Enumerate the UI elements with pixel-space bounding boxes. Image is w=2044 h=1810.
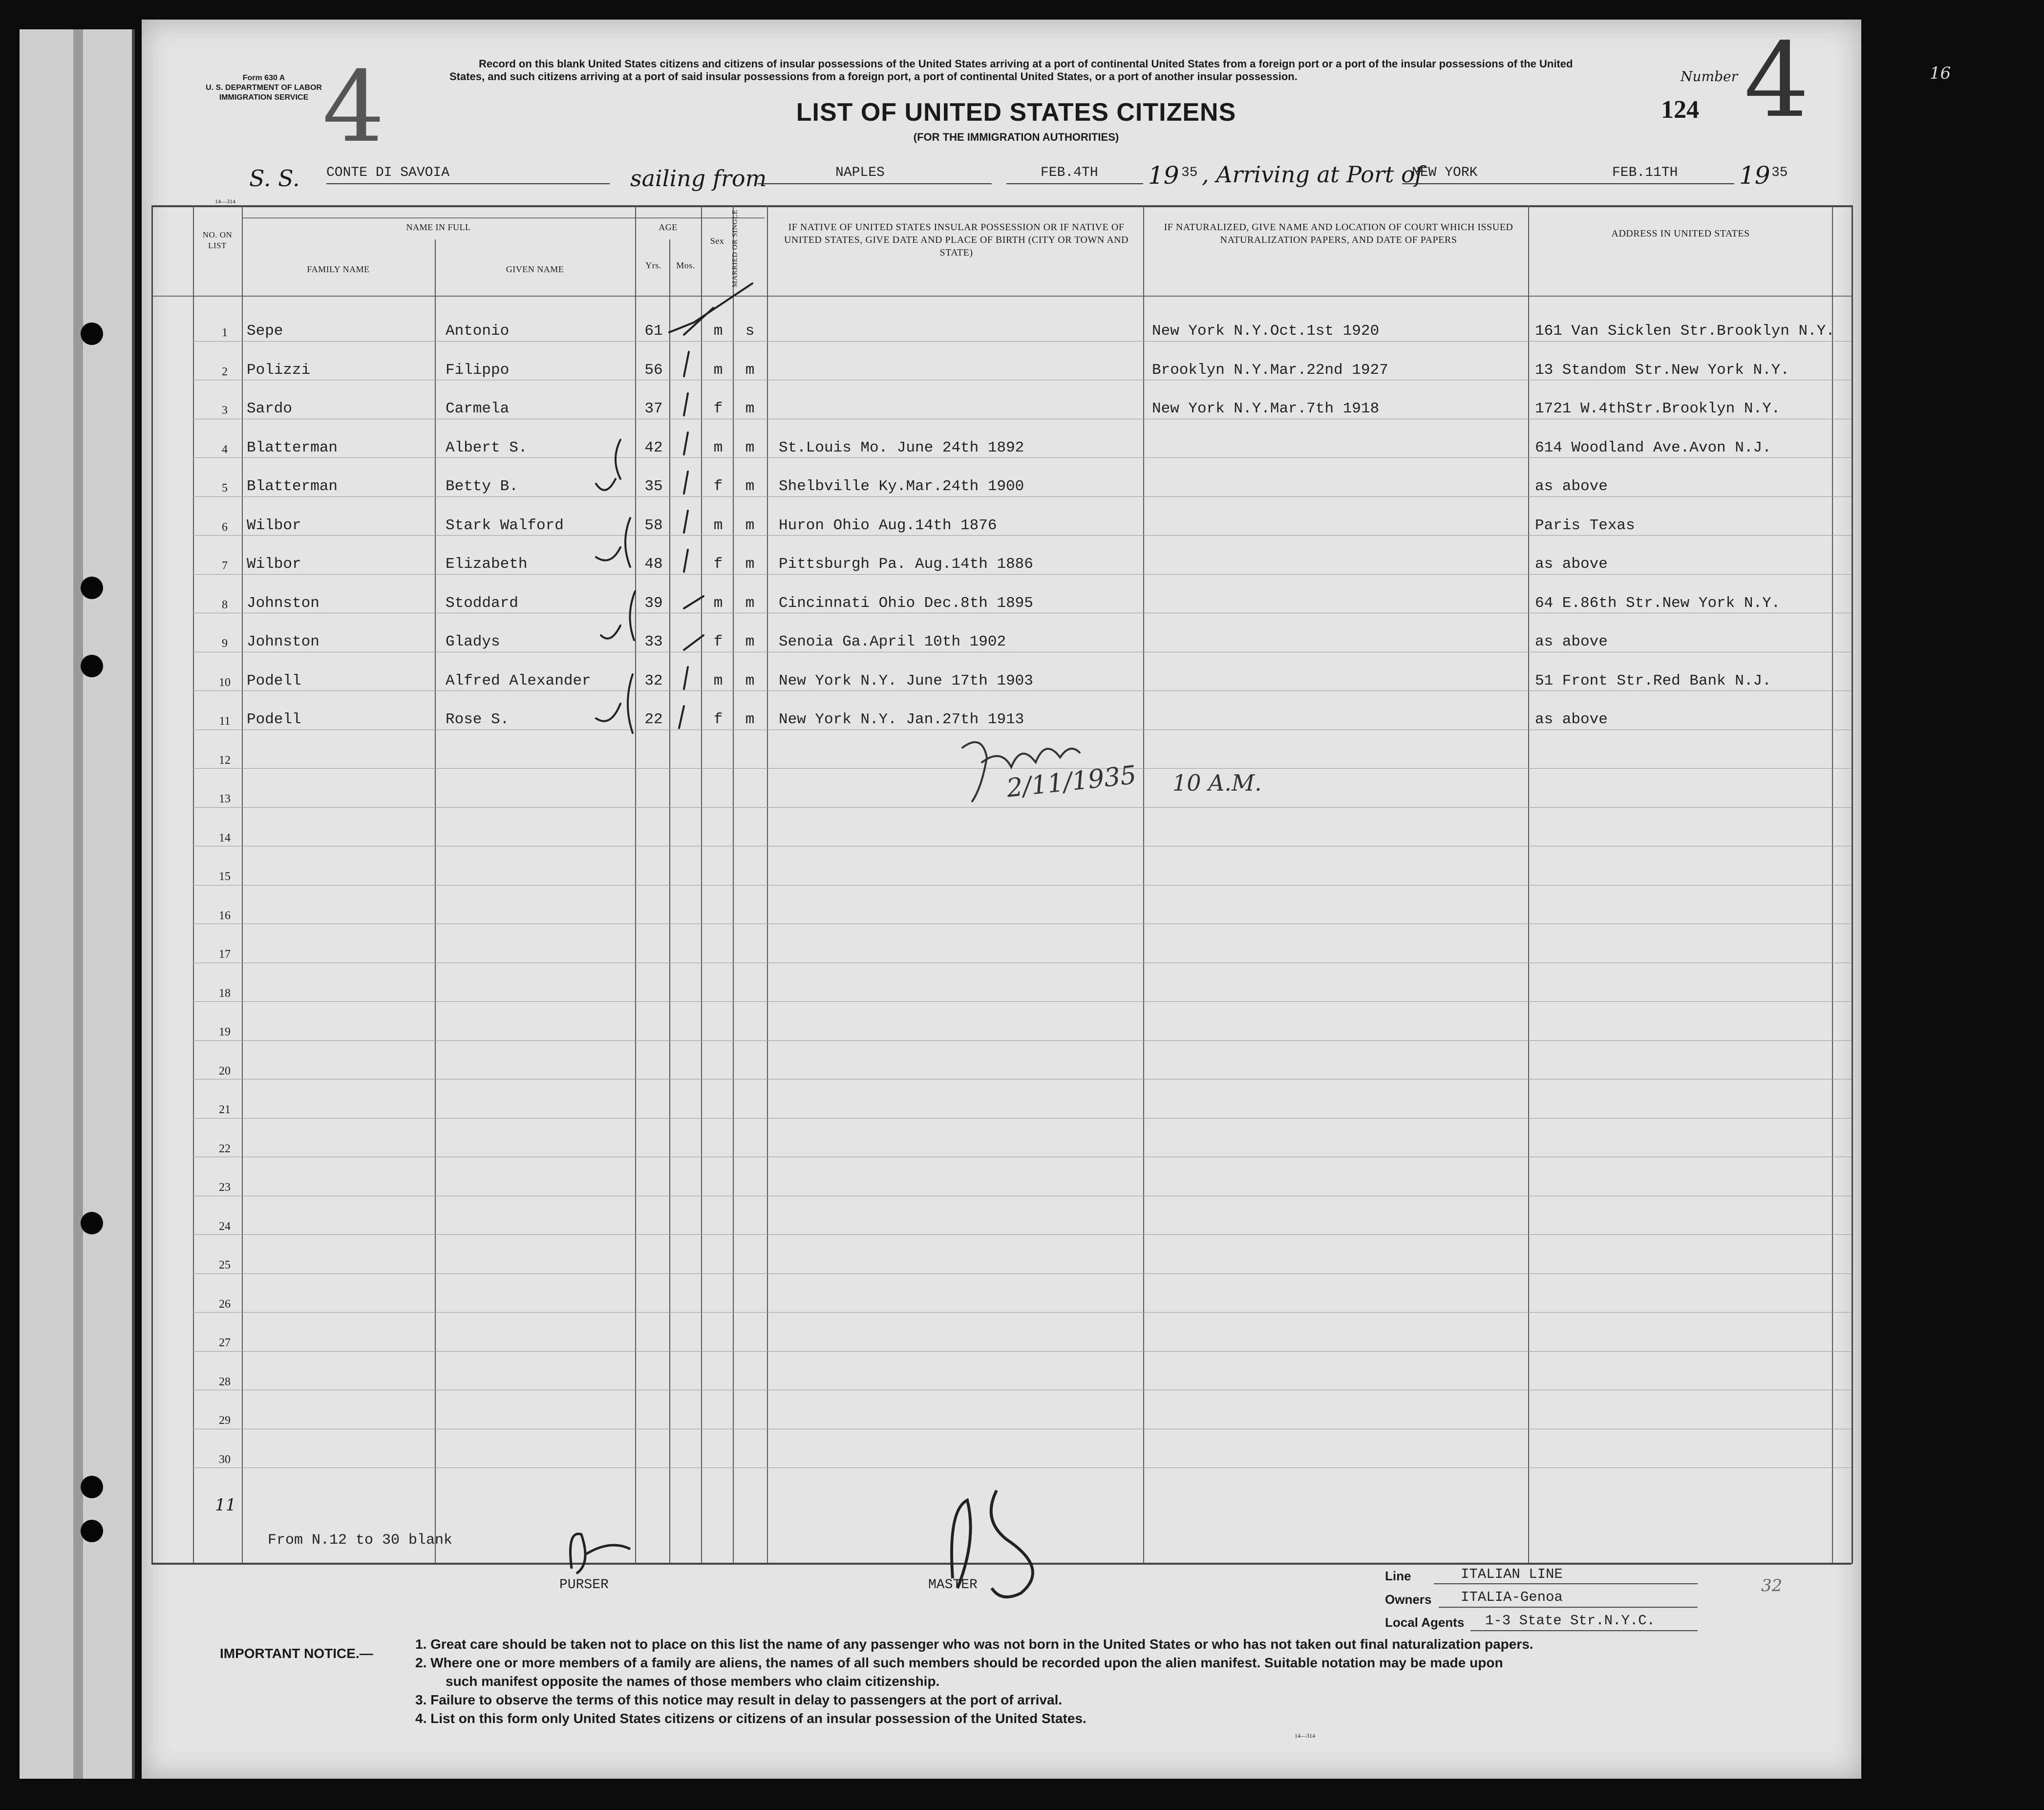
cell-family: Blatterman — [247, 478, 338, 495]
cell-naturalized: New York N.Y.Mar.7th 1918 — [1152, 400, 1380, 417]
port-underline — [757, 183, 992, 184]
notice-item: 1. Great care should be taken not to place on this list the name of any passenger who was not born in the United States or who has not taken out final naturalization papers. — [415, 1637, 1533, 1652]
cell-given: Albert S. — [446, 439, 528, 456]
cell-sex: m — [713, 517, 723, 534]
cell-ms: m — [745, 361, 755, 379]
row-number: 19 — [219, 1026, 231, 1038]
check-mark — [684, 308, 713, 335]
header-birth: IF NATIVE OF UNITED STATES INSULAR POSSESSION OR IF NATIVE OF UNITED STATES, GIVE DATE AND PLACE OF BIRTH (CITY OR TOWN AND STATE) — [784, 222, 1129, 258]
annotation-date: 2/11/1935 — [1005, 760, 1138, 803]
footer-count: 11 — [215, 1495, 236, 1515]
header-no-on-list: NO. ON LIST — [202, 230, 233, 250]
notice-title: IMPORTANT NOTICE.— — [220, 1646, 373, 1661]
header-sex: Sex — [710, 236, 724, 246]
year-suffix-1: 35 — [1181, 165, 1198, 180]
check-mark — [684, 596, 703, 608]
cell-sex: m — [713, 439, 723, 456]
cell-yrs: 33 — [644, 633, 663, 650]
binder-hole — [81, 577, 103, 599]
header-yrs: Yrs. — [645, 260, 661, 270]
cell-family: Blatterman — [247, 439, 338, 456]
cell-birth: New York N.Y. June 17th 1903 — [779, 672, 1033, 690]
row-number: 13 — [219, 793, 231, 805]
ship-underline — [326, 183, 610, 184]
number-label: Number — [1681, 68, 1738, 85]
small-code: 14—314 — [215, 198, 235, 205]
cell-ms: m — [745, 711, 755, 728]
cell-birth: Senoia Ga.April 10th 1902 — [779, 633, 1006, 650]
row-rule — [193, 341, 1852, 342]
cell-family: Podell — [247, 672, 301, 690]
cell-birth: St.Louis Mo. June 24th 1892 — [779, 439, 1024, 456]
row-number: 30 — [219, 1453, 231, 1466]
cell-given: Gladys — [446, 633, 500, 650]
col-border — [151, 205, 153, 1564]
row-rule — [193, 690, 1852, 691]
cell-sex: m — [713, 672, 723, 690]
agents-value: 1-3 State Str.N.Y.C. — [1485, 1613, 1656, 1629]
row-number: 24 — [219, 1220, 231, 1233]
check-mark — [684, 511, 688, 533]
col-border — [1852, 205, 1853, 1564]
bottom-code: 14—314 — [1295, 1732, 1315, 1739]
cell-sex: m — [713, 594, 723, 612]
notice-item: 4. List on this form only United States citizens or citizens of an insular possession of the United States. — [415, 1711, 1086, 1726]
master-label: MASTER — [928, 1577, 978, 1593]
cell-address: 614 Woodland Ave.Avon N.J. — [1535, 439, 1771, 456]
cell-sex: f — [713, 478, 723, 495]
check-mark — [684, 393, 688, 415]
cell-ms: m — [745, 439, 755, 456]
department: U. S. DEPARTMENT OF LABOR — [206, 84, 322, 92]
cell-family: Podell — [247, 711, 301, 728]
depart-date: FEB.4TH — [1041, 165, 1098, 180]
cell-family: Wilbor — [247, 517, 301, 534]
cell-sex: m — [713, 361, 723, 379]
check-mark — [684, 550, 688, 572]
cell-address: as above — [1535, 711, 1608, 728]
cell-sex: f — [713, 556, 723, 573]
arrival-underline — [1402, 183, 1734, 184]
corner-mark: 16 — [1930, 64, 1951, 83]
row-rule — [193, 496, 1852, 497]
cell-ms: m — [745, 478, 755, 495]
cell-yrs: 39 — [644, 594, 663, 612]
row-number: 20 — [219, 1064, 231, 1077]
form-title: LIST OF UNITED STATES CITIZENS — [796, 98, 1236, 127]
row-number: 3 — [222, 404, 228, 417]
check-mark — [679, 706, 684, 728]
cell-given: Alfred Alexander — [446, 672, 591, 690]
cell-address: as above — [1535, 633, 1608, 650]
cell-yrs: 42 — [644, 439, 663, 456]
notice-items — [415, 1635, 1832, 1728]
binder-hole — [81, 655, 103, 677]
header-name-in-full: NAME IN FULL — [406, 222, 471, 232]
row-rule — [193, 535, 1852, 536]
row-number: 28 — [219, 1375, 231, 1388]
cell-given: Elizabeth — [446, 556, 528, 573]
row-number: 17 — [219, 948, 231, 961]
cell-ms: m — [745, 594, 755, 612]
cell-family: Sardo — [247, 400, 293, 417]
form-number: Form 630 A — [242, 74, 285, 82]
ship-name: CONTE DI SAVOIA — [326, 165, 450, 180]
cell-family: Johnston — [247, 594, 319, 612]
row-rule — [193, 1467, 1852, 1468]
cell-birth: Shelbville Ky.Mar.24th 1900 — [779, 478, 1024, 495]
cell-given: Rose S. — [446, 711, 510, 728]
row-rule — [193, 457, 1852, 458]
row-number: 23 — [219, 1181, 231, 1194]
cell-birth: New York N.Y. Jan.27th 1913 — [779, 711, 1024, 728]
binder-hole — [81, 1520, 103, 1542]
row-rule — [193, 1040, 1852, 1041]
blank-note: From N.12 to 30 blank — [268, 1532, 453, 1549]
check-mark — [684, 635, 703, 650]
cell-family: Johnston — [247, 633, 319, 650]
row-number: 5 — [222, 482, 228, 495]
row-number: 26 — [219, 1297, 231, 1311]
row-rule — [193, 1351, 1852, 1352]
cell-address: 64 E.86th Str.New York N.Y. — [1535, 594, 1781, 612]
owners-underline — [1439, 1607, 1698, 1608]
row-number: 14 — [219, 831, 231, 844]
hand-mark — [596, 674, 633, 733]
form-subtitle: (FOR THE IMMIGRATION AUTHORITIES) — [913, 131, 1119, 143]
binder-hole — [81, 1476, 103, 1498]
cell-yrs: 48 — [644, 556, 663, 573]
header-mos: Mos. — [676, 260, 695, 270]
notice-item: such manifest opposite the names of those members who claim citizenship. — [446, 1674, 940, 1689]
header-given-name: GIVEN NAME — [506, 264, 564, 274]
notice-item: 2. Where one or more members of a family are aliens, the names of all such members should be recorded upon the alien manifest. Suitable notation may be made upon — [415, 1655, 1503, 1670]
row-number: 6 — [222, 520, 228, 534]
cell-address: 1721 W.4thStr.Brooklyn N.Y. — [1535, 400, 1781, 417]
subheader-line — [242, 217, 765, 218]
cell-yrs: 58 — [644, 517, 663, 534]
cell-given: Stark Walford — [446, 517, 564, 534]
row-number: 21 — [219, 1103, 231, 1116]
number-value: 4 — [1744, 21, 1810, 140]
cell-ms: m — [745, 517, 755, 534]
cell-given: Antonio — [446, 323, 510, 340]
annotation-time: 10 A.M. — [1172, 770, 1262, 796]
notice-item: 3. Failure to observe the terms of this notice may result in delay to passengers at the port of arrival. — [415, 1692, 1063, 1707]
row-number: 25 — [219, 1259, 231, 1271]
binder-hole — [81, 323, 103, 345]
row-number: 9 — [222, 637, 228, 650]
row-number: 22 — [219, 1142, 231, 1155]
row-number: 8 — [222, 598, 228, 611]
cell-sex: m — [713, 323, 723, 340]
cell-naturalized: New York N.Y.Oct.1st 1920 — [1152, 323, 1380, 340]
agents-label: Local Agents — [1385, 1615, 1465, 1630]
line-label: Line — [1385, 1569, 1411, 1583]
row-number: 27 — [219, 1336, 231, 1349]
cell-ms: m — [745, 672, 755, 690]
cell-birth: Huron Ohio Aug.14th 1876 — [779, 517, 997, 534]
table-top-border — [151, 205, 1852, 207]
year-prefix-2: 19 — [1739, 161, 1770, 190]
row-number: 29 — [219, 1414, 231, 1427]
owners-label: Owners — [1385, 1592, 1432, 1607]
row-number: 16 — [219, 909, 231, 922]
purser-signature — [557, 1520, 645, 1583]
hand-mark — [601, 591, 635, 640]
cell-yrs: 35 — [644, 478, 663, 495]
cell-family: Polizzi — [247, 361, 311, 379]
cell-family: Sepe — [247, 323, 283, 340]
row-rule — [193, 1312, 1852, 1313]
cell-given: Filippo — [446, 361, 510, 379]
cell-address: as above — [1535, 556, 1608, 573]
cell-given: Carmela — [446, 400, 510, 417]
cell-address: 161 Van Sicklen Str.Brooklyn N.Y. — [1535, 323, 1835, 340]
cell-yrs: 61 — [644, 323, 663, 340]
row-number: 11 — [219, 715, 231, 728]
header-family-name: FAMILY NAME — [307, 264, 370, 274]
row-number: 18 — [219, 987, 231, 1000]
handwritten-marks — [576, 430, 645, 753]
row-number: 2 — [222, 365, 228, 378]
arrival-date: FEB.11TH — [1612, 165, 1678, 180]
cell-address: as above — [1535, 478, 1608, 495]
row-number: 12 — [219, 754, 231, 767]
header-married-single: MARRIED OR SINGLE — [731, 209, 739, 288]
cell-yrs: 56 — [644, 361, 663, 379]
check-mark — [684, 432, 688, 454]
cell-sex: f — [713, 711, 723, 728]
row-rule — [193, 1118, 1852, 1119]
page-mark: 32 — [1761, 1576, 1783, 1595]
line-underline — [1434, 1583, 1698, 1584]
cell-sex: f — [713, 633, 723, 650]
check-mark — [684, 352, 689, 376]
owners-value: ITALIA-Genoa — [1461, 1589, 1563, 1605]
cell-address: Paris Texas — [1535, 517, 1635, 534]
cell-yrs: 22 — [644, 711, 663, 728]
cell-ms: m — [745, 400, 755, 417]
col-border — [435, 239, 436, 1564]
row-number: 15 — [219, 870, 231, 883]
header-address: ADDRESS IN UNITED STATES — [1611, 228, 1750, 239]
instructions: Record on this blank United States citizens and citizens of insular possessions of the United States arriving at a port of continental United States from a foreign port or a port of the insular possessions of the United States, and such citizens arriving at a port of said insular possessions from a foreign port, a port of continental United States, or a port of another insular possession. — [449, 58, 1573, 83]
cell-family: Wilbor — [247, 556, 301, 573]
date-underline — [1006, 183, 1143, 184]
cell-given: Betty B. — [446, 478, 518, 495]
cell-ms: s — [745, 323, 755, 340]
cell-yrs: 32 — [644, 672, 663, 690]
arrival-port: NEW YORK — [1412, 165, 1478, 180]
purser-label: PURSER — [559, 1577, 609, 1593]
cell-ms: m — [745, 556, 755, 573]
check-mark — [669, 283, 752, 332]
row-number: 1 — [222, 326, 228, 339]
hand-mark — [596, 440, 620, 490]
cell-birth: Cincinnati Ohio Dec.8th 1895 — [779, 594, 1033, 612]
cell-naturalized: Brooklyn N.Y.Mar.22nd 1927 — [1152, 361, 1388, 379]
table-header-border — [151, 296, 1852, 297]
row-number: 7 — [222, 560, 228, 572]
from-port: NAPLES — [835, 165, 885, 180]
cell-birth: Pittsburgh Pa. Aug.14th 1886 — [779, 556, 1033, 573]
form-id-block — [186, 73, 342, 103]
row-number: 4 — [222, 443, 228, 456]
check-mark — [684, 667, 688, 689]
row-number: 10 — [219, 676, 231, 689]
cell-ms: m — [745, 633, 755, 650]
row-rule — [193, 1273, 1852, 1274]
year-prefix-1: 19 — [1148, 161, 1179, 190]
row-rule — [193, 574, 1852, 575]
list-number: 124 — [1661, 96, 1699, 124]
arriving-label: , Arriving at Port of — [1202, 161, 1423, 188]
row-rule — [193, 1234, 1852, 1235]
cell-sex: f — [713, 400, 723, 417]
check-marks — [635, 274, 782, 753]
cell-yrs: 37 — [644, 400, 663, 417]
binder-spine — [73, 29, 83, 1779]
ss-label: S. S. — [249, 165, 300, 192]
check-mark — [684, 472, 688, 494]
line-value: ITALIAN LINE — [1461, 1566, 1563, 1582]
cell-address: 13 Standom Str.New York N.Y. — [1535, 361, 1789, 379]
header-naturalized: IF NATURALIZED, GIVE NAME AND LOCATION OF COURT WHICH ISSUED NATURALIZATION PAPERS, AND DATE OF PAPERS — [1164, 222, 1513, 245]
binder-hole — [81, 1212, 103, 1234]
cell-given: Stoddard — [446, 594, 518, 612]
year-suffix-2: 35 — [1771, 165, 1788, 180]
hand-mark — [596, 518, 630, 567]
cell-address: 51 Front Str.Red Bank N.J. — [1535, 672, 1771, 690]
big-number-left: 4 — [322, 50, 385, 164]
row-rule — [193, 1001, 1852, 1002]
agents-underline — [1470, 1630, 1698, 1631]
sailing-label: sailing from — [630, 165, 767, 192]
header-age: AGE — [659, 222, 678, 232]
service: IMMIGRATION SERVICE — [219, 93, 309, 102]
